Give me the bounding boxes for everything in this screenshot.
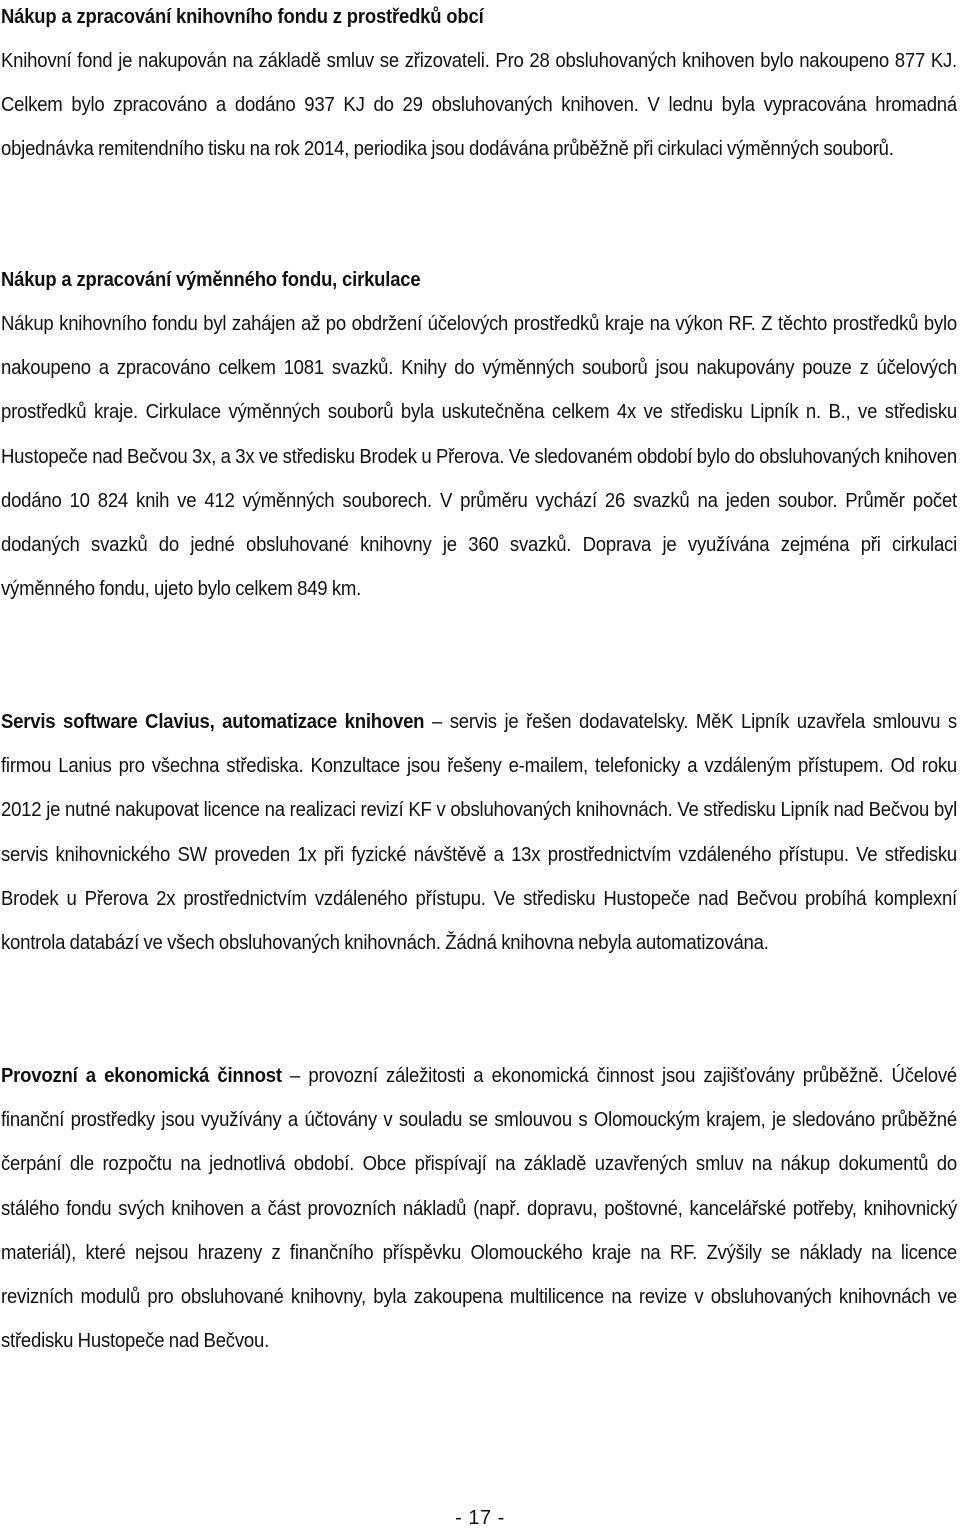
section-text: – servis je řešen dodavatelsky. MěK Lipník uzavřela smlouvu s firmou Lanius pro všechna střediska. Konzultace jsou řešeny e-mailem, telefonicky a vzdáleným přístupem. Od roku 2012 je nutné nakupovat licence na realizaci revizí KF v obsluhovaných knihovnách. Ve středisku Lipník nad Bečvou byl servis knihovnického SW proveden 1x při fyzické návštěvě a 13x prostřednictvím vzdáleného přístupu. Ve středisku Brodek u Přerova 2x prostřednictvím vzdáleného přístupu. Ve středisku Hustopeče nad Bečvou probíhá komplexní kontrola databází ve všech obsluhovaných knihovnách. Žádná knihovna nebyla automatizována. (1, 710, 957, 955)
section-body: Nákup knihovního fondu byl zahájen až po obdržení účelových prostředků kraje na výkon RF. Z těchto prostředků bylo nakoupeno a zpracováno celkem 1081 svazků. Knihy do výměnných souborů jsou nakupovány pouze z účelových prostředků kraje. Cirkulace výměnných souborů byla uskutečněna celkem 4x ve středisku Lipník n. B., ve středisku Hustopeče nad Bečvou 3x, a 3x ve středisku Brodek u Přerova. Ve sledovaném období bylo do obsluhovaných knihoven dodáno 10 824 knih ve 412 výměnných souborech. V průměru vychází 26 svazků na jeden soubor. Průměr počet dodaných svazků do jedné obsluhované knihovny je 360 svazků. Doprava je využívána zejména při cirkulaci výměnného fondu, ujeto bylo celkem 849 km. (1, 312, 957, 601)
page-number: - 17 - (455, 1507, 505, 1529)
section-software-service (1, 700, 957, 965)
section-lead: Servis software Clavius, automatizace knihoven (1, 710, 425, 733)
section-body (1, 700, 957, 965)
section-title: Nákup a zpracování výměnného fondu, cirkulace (1, 268, 421, 291)
section-body: Knihovní fond je nakupován na základě smluv se zřizovateli. Pro 28 obsluhovaných knihoven bylo nakoupeno 877 KJ. Celkem bylo zpracováno a dodáno 937 KJ do 29 obsluhovaných knihoven. V lednu byla vypracována hromadná objednávka remitendního tisku na rok 2014, periodika jsou dodávána průběžně při cirkulaci výměnných souborů. (1, 49, 957, 161)
section-purchase-municipal-funds (1, 0, 957, 172)
section-title: Nákup a zpracování knihovního fondu z prostředků obcí (1, 5, 484, 28)
section-body (1, 1054, 957, 1363)
section-operational-economic (1, 1054, 957, 1363)
section-text: – provozní záležitosti a ekonomická činnost jsou zajišťovány průběžně. Účelové finanční prostředky jsou využívány a účtovány v souladu se smlouvou s Olomouckým krajem, je sledováno průběžné čerpání dle rozpočtu na jednotlivá období. Obce přispívají na základě uzavřených smluv na nákup dokumentů do stálého fondu svých knihoven a část provozních nákladů (např. dopravu, poštovné, kancelářské potřeby, knihovnický materiál), které nejsou hrazeny z finančního příspěvku Olomouckého kraje na RF. Zvýšily se náklady na licence revizních modulů pro obsluhované knihovny, byla zakoupena multilicence na revize v obsluhovaných knihovnách ve středisku Hustopeče nad Bečvou. (1, 1064, 957, 1353)
section-exchange-fund-circulation (1, 258, 957, 611)
section-lead: Provozní a ekonomická činnost (1, 1064, 282, 1087)
